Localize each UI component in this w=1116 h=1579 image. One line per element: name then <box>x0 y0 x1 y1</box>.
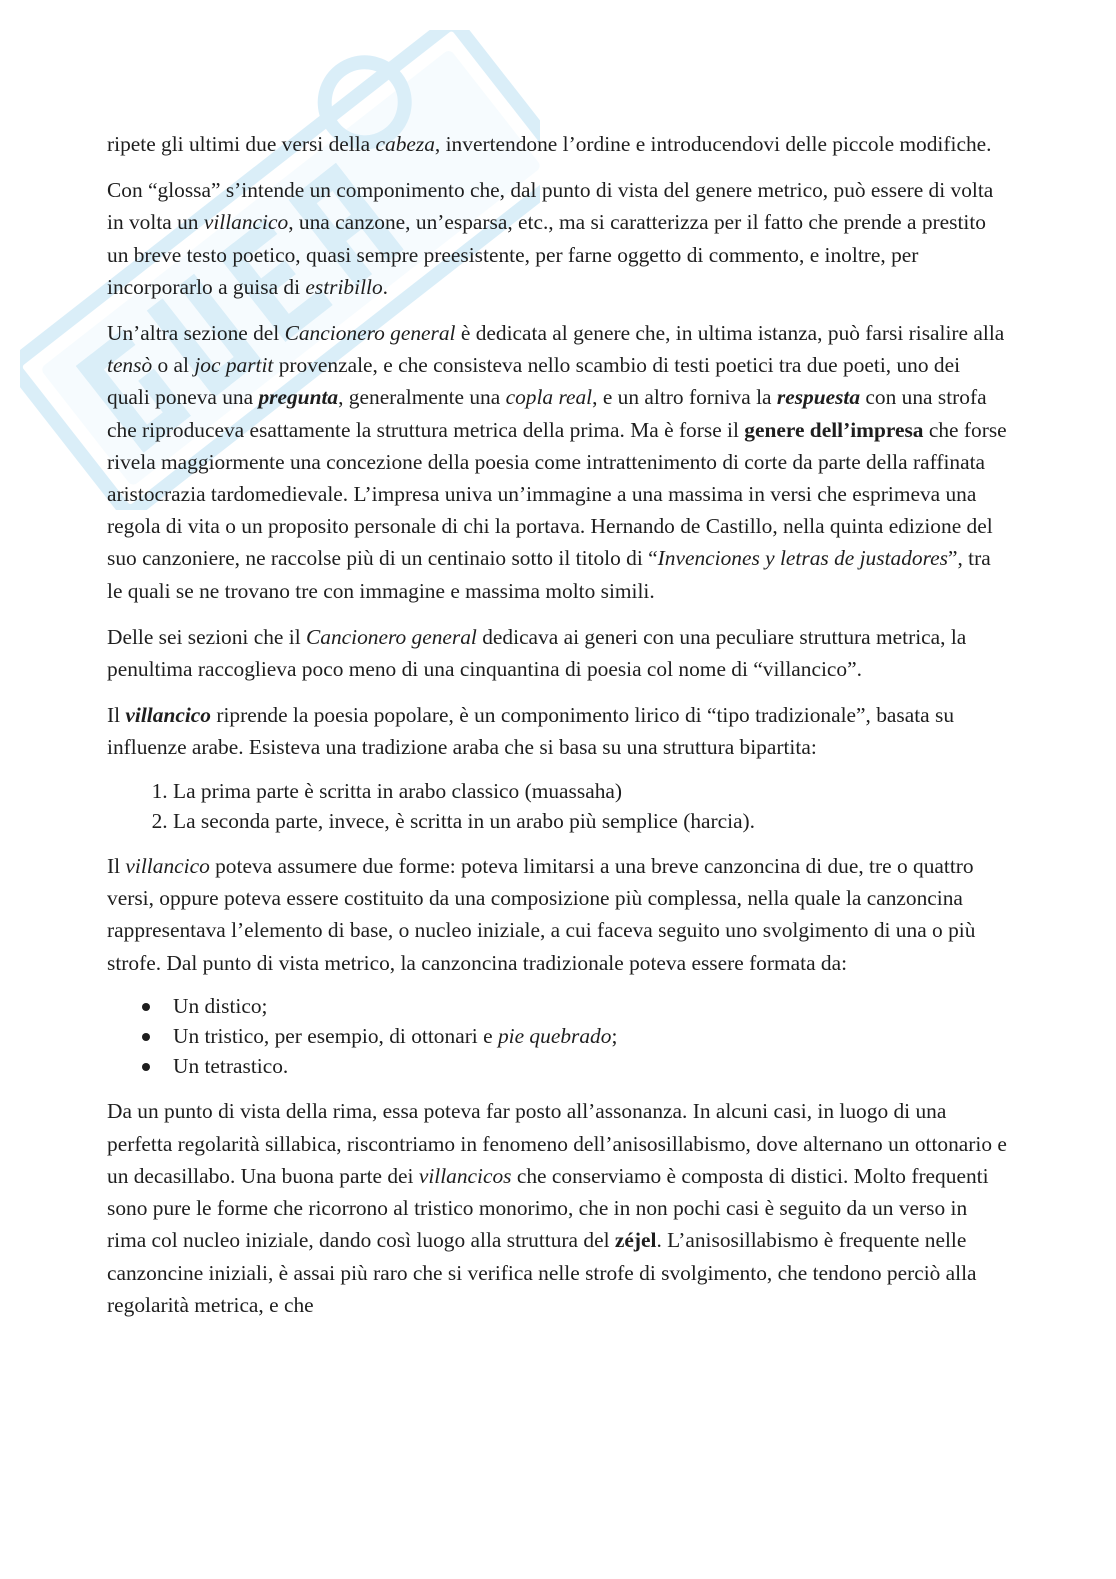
bullet-icon <box>142 1033 150 1041</box>
list-item: Un distico; <box>173 991 1007 1021</box>
list-item: 2. La seconda parte, invece, è scritta in un arabo più semplice (harcia). <box>173 806 1007 836</box>
bullet-icon <box>142 1003 150 1011</box>
paragraph-7: Da un punto di vista della rima, essa poteva far posto all’assonanza. In alcuni casi, in luogo di una perfetta regolarità sillabica, riscontriamo in fenomeno dell’anisosillabismo, dove alternano un ottonario e un decasillabo. Una buona parte dei villancicos che conserviamo è composta di distici. Molto frequenti sono pure le forme che ricorrono al tristico monorimo, che in non pochi casi è seguito da un verso in rima col nucleo iniziale, dando così luogo alla struttura del zéjel. L’anisosillabismo è frequente nelle canzoncine iniziali, è assai più raro che si verifica nelle strofe di svolgimento, che tendono perciò alla regolarità metrica, e che <box>107 1099 1007 1317</box>
paragraph-6: Il villancico poteva assumere due forme: poteva limitarsi a una breve canzoncina di due, tre o quattro versi, oppure poteva essere costituito da una composizione più complessa, nella quale la canzoncina rappresentava l’elemento di base, o nucleo iniziale, a cui faceva seguito uno svolgimento di una o più strofe. Dal punto di vista metrico, la canzoncina tradizionale poteva essere formata da: <box>107 854 976 975</box>
paragraph-1: ripete gli ultimi due versi della cabeza, invertendone l’ordine e introducendovi delle piccole modifiche. <box>107 132 992 156</box>
paragraph-3: Un’altra sezione del Cancionero general è dedicata al genere che, in ultima istanza, può farsi risalire alla tensò o al joc partit provenzale, e che consisteva nello scambio di testi poetici tra due poeti, uno dei quali poneva una pregunta, generalmente una copla real, e un altro forniva la respuesta con una strofa che riproduceva esattamente la struttura metrica della prima. Ma è forse il genere dell’impresa che forse rivela maggiormente una concezione della poesia come intrattenimento di corte da parte della raffinata aristocrazia tardomedievale. L’impresa univa un’immagine a una massima in versi che esprimeva una regola di vita o un proposito personale di chi la portava. Hernando de Castillo, nella quinta edizione del suo canzoniere, ne raccolse più di un centinaio sotto il titolo di “Invenciones y letras de justadores”, tra le quali se ne trovano tre con immagine e massima molto simili. <box>107 321 1007 603</box>
document-body <box>107 128 1007 1335</box>
bullet-list <box>107 991 1007 1082</box>
list-item: 1. La prima parte è scritta in arabo classico (muassaha) <box>173 776 1007 806</box>
list-item: Un tetrastico. <box>173 1051 1007 1081</box>
paragraph-4: Delle sei sezioni che il Cancionero general dedicava ai generi con una peculiare struttura metrica, la penultima raccoglieva poco meno di una cinquantina di poesia col nome di “villancico”. <box>107 624 967 682</box>
numbered-list <box>107 776 1007 836</box>
paragraph-2: Con “glossa” s’intende un componimento che, dal punto di vista del genere metrico, può essere di volta in volta un villancico, una canzone, un’esparsa, etc., ma si caratterizza per il fatto che prende a prestito un breve testo poetico, quasi sempre preesistente, per farne oggetto di commento, e inoltre, per incorporarlo a guisa di estribillo. <box>107 178 994 299</box>
bullet-icon <box>142 1063 150 1071</box>
list-item: Un tristico, per esempio, di ottonari e pie quebrado; <box>173 1021 1007 1051</box>
paragraph-5: Il villancico riprende la poesia popolare, è un componimento lirico di “tipo tradizionale”, basata su influenze arabe. Esisteva una tradizione araba che si basa su una struttura bipartita: <box>107 703 955 760</box>
